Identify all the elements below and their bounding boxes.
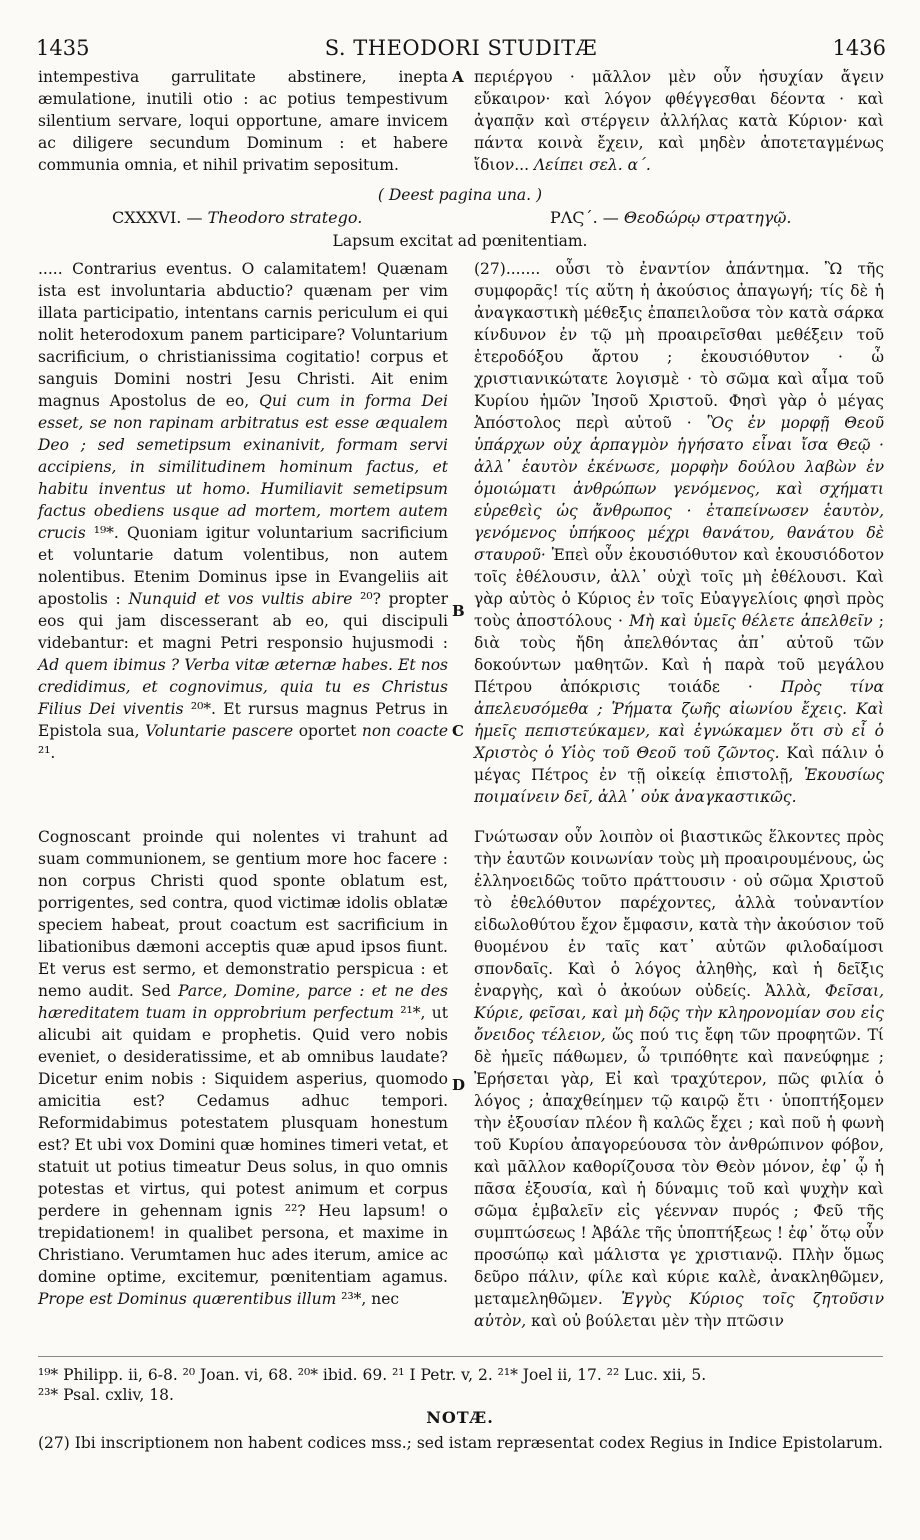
italic-quotation: Nunquid et vos vultis abire — [128, 590, 353, 608]
footnote-rule — [38, 1356, 883, 1357]
greek-top-lacuna: Λείπει σελ. α΄. — [533, 156, 651, 174]
text-run: ; διὰ τοὺς ἤδη ἀπελθόντας ἀπ᾽ αὐτοῦ τῶν δοκούντων μαθητῶν. Καὶ ἡ παρὰ τοῦ μεγάλου Πέτρου ἀπόκρισις τοιάδε · — [474, 612, 885, 696]
text-run: ..... Contrarius eventus. O calamitatem! Quænam ista est involuntaria abductio? quænam per vim illata participatio, intentans carnis periculum ei qui nolit heterodoxum panem participare? Voluntarium sacrificium, o christianissima cogitatio! corpus et sanguis Domini nostri Jesu Christi. Ait enim magnus Apostolus de eo, — [38, 260, 448, 410]
text-run: Καὶ πάλιν ὁ μέγας Πέτρος ἐν τῇ οἰκείᾳ ἐπιστολῇ, — [474, 744, 884, 784]
text-run: ¹⁹*. Quoniam igitur voluntarium sacrificium et voluntarie datum volentibus, non autem nolentibus. Etenim Dominus ipse in Evangeliis ait apostolis : — [38, 524, 448, 608]
margin-marker-c: C — [452, 722, 464, 740]
letter-addressee-greek: Θεοδώρῳ στρατηγῷ. — [623, 208, 792, 227]
text-run: ²¹*, ut alicubi ait quidam e prophetis. Quid vero nobis eveniet, o desideratissime, et ab omnibus laudate? Dicetur enim nobis : Siquidem asperius, quomodo amicitia est? Cedamus adhuc tempori. Reformidabimus potestatem plusquam honestum est? Et ubi vox Domini quæ homines timeri vetat, et statuit ut potius timeatur Deus solus, in quo omnis potestas et virtus, qui potest animum et corpus perdere in gehennam ignis ²²? Heu lapsum! o trepidationem! in qualibet persona, et maxime in Christiano. Verumtamen huc ades iterum, amice ac domine optime, excitemur, pœnitentiam agamus. — [38, 1004, 449, 1286]
running-title: S. THEODORI STUDITÆ — [324, 36, 598, 60]
latin-top-paragraph: intempestiva garrulitate abstinere, inepta æmulatione, inutili otio : ac potius tempestivum silentium servare, loqui opportune, amare invicem ac diligere secundum Dominum : et habere communia omnia, et nihil privatim sepositum. — [38, 68, 448, 174]
running-header — [36, 36, 886, 66]
text-run: oportet — [293, 722, 362, 740]
text-run: Ἐπεὶ οὖν ἑκουσιόθυτον καὶ ἑκουσιόδοτον τοῖς ἐθέλουσιν, ἀλλ᾽ οὐχὶ τοῖς μὴ ἐθέλουσι. Καὶ γὰρ αὐτὸς ὁ Κύριος ἐν τοῖς Εὐαγγελίοις φησὶ πρὸς τοὺς ἀποστόλους · — [474, 546, 884, 630]
greek-top-paragraph — [474, 66, 884, 176]
text-run: ²⁰*. Et rursus magnus Petrus in Epistola sua, — [38, 700, 448, 740]
footnote-line-2: ²³* Psal. cxliv, 18. — [38, 1386, 174, 1404]
text-run: ²³*, nec — [336, 1290, 400, 1308]
margin-marker-b: B — [452, 602, 465, 620]
italic-quotation: Voluntarie pascere — [145, 722, 294, 740]
letter-addressee-latin: Theodoro stratego. — [207, 208, 363, 227]
italic-quotation: Πρὸς τίνα ἀπελευσόμεθα ; Ῥήματα ζωῆς αἰωνίου ἔχεις. Καὶ ἡμεῖς πεπιστεύκαμεν, καὶ ἐγνώκαμεν ὅτι σὺ εἶ ὁ Χριστὸς ὁ Υἱὸς τοῦ Θεοῦ τοῦ ζῶντος. — [474, 678, 884, 762]
deest-note: ( Deest pagina una. ) — [377, 186, 543, 204]
greek-paragraph-2 — [474, 826, 884, 1332]
letter-heading-latin — [112, 208, 362, 227]
text-run: Cognoscant proinde qui nolentes vi trahunt ad suam communionem, se gentium more hoc facere : non corpus Christi quod sponte oblatum est, porrigentes, sed contra, quod victimæ idolis oblatæ speciem habeat, prout coactum est sacrificium in libationibus dæmoni acceptis quæ apud ipsos fiunt. Et verus est sermo, et demonstratio perspicua : et nemo audit. Sed — [38, 828, 448, 1000]
greek-paragraph-1 — [474, 258, 884, 808]
italic-quotation: Prope est Dominus quærentibus illum — [38, 1290, 337, 1308]
letter-number-greek: ΡΛϚ΄. — — [550, 208, 619, 227]
italic-quotation: Ad quem ibimus ? Verba vitæ æternæ habes. Et nos credidimus, et cognovimus, quia tu es Christus Filius Dei viventis — [38, 656, 448, 718]
italic-quotation: Φεῖσαι, Κύριε, φεῖσαι, καὶ μὴ δῷς τὴν κληρονομίαν σου εἰς ὄνειδος τέλειον, — [474, 982, 884, 1044]
margin-marker-a: A — [452, 68, 464, 86]
notae-text: (27) Ibi inscriptionem non habent codices mss.; sed istam repræsentat codex Regius in Indice Epistolarum. — [38, 1434, 883, 1452]
letter-heading-greek — [550, 208, 792, 227]
text-run: καὶ οὐ βούλεται μὲν τὴν πτῶσιν — [526, 1312, 784, 1330]
text-run: (27)....... οὖσι τὸ ἐναντίον ἀπάντημα. Ὢ τῆς συμφορᾶς! τίς αὕτη ἡ ἀκούσιος ἀπαγωγή; τίς δὲ ἡ ἀναγκαστικὴ μέθεξις ἐπαπειλοῦσα τὸν κατὰ σάρκα κίνδυνον ἐν τῷ μὴ προαιρεῖσθαι μεθέξειν τοῦ ἑτεροδόξου ἄρτου ; ἑκουσιόθυτον · ὦ χριστιανικώτατε λογισμὲ · τὸ σῶμα καὶ αἷμα τοῦ Κυρίου ἡμῶν Ἰησοῦ Χριστοῦ. Φησὶ γὰρ ὁ μέγας Ἀπόστολος περὶ αὐτοῦ · — [474, 260, 884, 432]
greek-top-text: περιέργου · μᾶλλον μὲν οὖν ἡσυχίαν ἄγειν εὔκαιρον· καὶ λόγον φθέγγεσθαι δέοντα · καὶ ἀγαπᾷν καὶ στέργειν ἀλλήλας κατὰ Κύριον· καὶ πάντα κοινὰ ἔχειν, καὶ μηδὲν ἀποτεταγμένως ἴδιον... — [474, 68, 884, 174]
italic-quotation: Ἐγγὺς Κύριος τοῖς ζητοῦσιν αὐτὸν, — [474, 1290, 884, 1330]
italic-quotation: Parce, Domine, parce : et ne des hæreditatem tuam in opprobrium perfectum — [38, 982, 448, 1022]
latin-paragraph-1 — [38, 258, 448, 764]
text-run: ²¹. — [38, 744, 56, 762]
margin-marker-d: D — [452, 1076, 466, 1094]
italic-quotation: Ἑκουσίως ποιμαίνειν δεῖ, ἀλλ᾽ οὐκ ἀναγκαστικῶς. — [474, 766, 884, 806]
text-run: ²⁰? propter eos qui jam discesserant ab eo, qui discipuli videbantur: et magni Petri responsio hujusmodi : — [38, 590, 448, 652]
page-number-left: 1435 — [36, 36, 90, 60]
page-number-right: 1436 — [832, 36, 886, 60]
footnote-line-1: ¹⁹* Philipp. ii, 6-8. ²⁰ Joan. vi, 68. ²⁰* ibid. 69. ²¹ I Petr. v, 2. ²¹* Joel ii, 17. ²² Luc. xii, 5. — [38, 1366, 707, 1384]
latin-paragraph-2 — [38, 826, 448, 1310]
letter-number-latin: CXXXVI. — — [112, 208, 203, 227]
italic-quotation: Μὴ καὶ ὑμεῖς θέλετε ἀπελθεῖν — [629, 612, 873, 630]
italic-quotation: non coacte — [361, 722, 448, 740]
text-run: Γνώτωσαν οὖν λοιπὸν οἱ βιαστικῶς ἕλκοντες πρὸς τὴν ἑαυτῶν κοινωνίαν τοὺς μὴ προαιρουμένους, ὡς ἐλληνοειδῶς τοῦτο πράττουσιν · οὐ σῶμα Χριστοῦ τὸ ἐθελόθυτον παρέχοντες, ἀλλὰ τοὐναντίον εἰδωλοθύτου ἔχον ἔμφασιν, κατὰ τὴν ἀκούσιον τοῦ θυομένου ἐν ταῖς κατ᾽ αὐτῶν φιλοδαίμοσι σπονδαῖς. Καὶ ὁ λόγος ἀληθὴς, καὶ ἡ δεῖξις ἐναργὴς, καὶ ὁ ἀκούων οὐδείς. Ἀλλὰ, — [474, 828, 884, 1000]
text-run: ὥς πού τις ἔφη τῶν προφητῶν. Τί δὲ ἡμεῖς πάθωμεν, ὦ τριπόθητε καὶ πανεύφημε ; Ἐρήσεται γὰρ, Εἰ καὶ τραχύτερον, πῶς φιλία ὁ λόγος ; ἀπαχθείημεν τῷ καιρῷ ἔτι · ὑποπτήξομεν τὴν ἐξουσίαν πλέον ἢ καλῶς ἔχει ; καὶ ποῦ ἡ φωνὴ τοῦ Κυρίου ἀπαγορεύουσα τὸν ἀνθρώπινον φόβον, καὶ μᾶλλον καθορίζουσα τὸν Θεὸν μόνον, ἐφ᾽ ᾧ ἡ πᾶσα ἐξουσία, καὶ ἡ δύναμις τοῦ καὶ ψυχὴν καὶ σῶμα ἐμβαλεῖν εἰς γέενναν πυρός ; Φεῦ τῆς συμπτώσεως ! Ἀβάλε τῆς ὑποπτήξεως ! ἐφ᾽ ὅτῳ οὖν προσώπῳ καὶ μάλιστα γε χριστιανῷ. Πλὴν ὅμως δεῦρο πάλιν, φίλε καὶ κύριε καλὲ, ἀνακληθῶμεν, μεταμεληθῶμεν. — [474, 1026, 884, 1308]
italic-quotation: Ὃς ἐν μορφῇ Θεοῦ ὑπάρχων οὐχ ἁρπαγμὸν ἡγήσατο εἶναι ἴσα Θεῷ · ἀλλ᾽ ἑαυτὸν ἐκένωσε, μορφὴν δούλου λαβὼν ἐν ὁμοιώματι ἀνθρώπων γενόμενος, καὶ σχήματι εὑρεθεὶς ὡς ἄνθρωπος · ἐταπείνωσεν ἑαυτὸν, γενόμενος ὑπήκοος μέχρι θανάτου, θανάτου δὲ σταυροῦ· — [474, 414, 885, 564]
notae-heading: NOTÆ. — [426, 1408, 494, 1427]
italic-quotation: Qui cum in forma Dei esset, se non rapinam arbitratus est esse æqualem Deo ; sed semetipsum exinanivit, formam servi accipiens, in similitudinem hominum factus, et habitu inventus ut homo. Humiliavit semetipsum factus obediens usque ad mortem, mortem autem crucis — [38, 392, 448, 542]
letter-summary: Lapsum excitat ad pœnitentiam. — [332, 232, 588, 250]
